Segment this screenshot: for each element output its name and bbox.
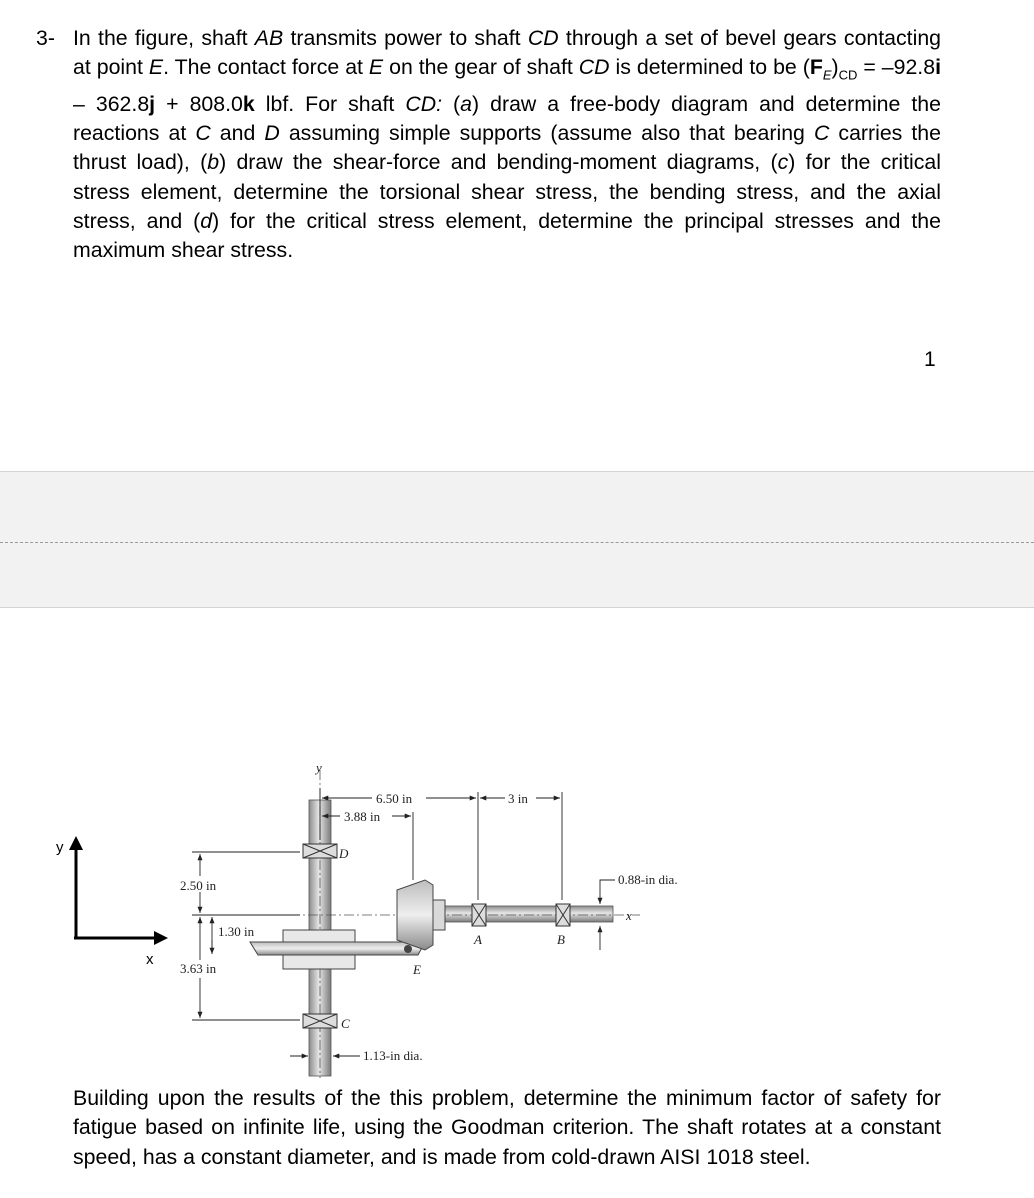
problem-text-segment: k (242, 91, 255, 116)
followup-question: Building upon the results of the this problem, determine the minimum factor of safety for fatigue based on infinite life, using the Goodman criterion. The shaft rotates at a constant speed, has a constant diameter, and is made from cold-drawn AISI 1018 steel. (73, 1086, 941, 1169)
problem-text-segment: transmits power to shaft (283, 26, 528, 50)
problem-text-segment: F (809, 55, 823, 80)
x-axis-label: x (146, 951, 154, 968)
label-x: x (626, 908, 632, 923)
problem-text-segment: = –92.8 (857, 55, 936, 80)
label-3-63-in: 3.63 in (180, 961, 217, 976)
label-y: y (316, 760, 322, 775)
shaft-diagram (0, 740, 720, 1080)
bearing-b (556, 904, 570, 926)
problem-text-segment: CD (838, 67, 858, 83)
problem-text-segment: c (777, 150, 789, 175)
page-number: 1 (924, 348, 936, 371)
y-axis-label: y (56, 839, 64, 856)
x-axis-arrow-icon (154, 931, 168, 945)
problem-number: 3- (36, 26, 55, 50)
label-1-13-in-dia: 1.13-in dia. (363, 1048, 423, 1063)
problem-text-segment: j (149, 91, 156, 116)
problem-text-segment: C (195, 121, 211, 146)
label-1-30-in: 1.30 in (218, 924, 255, 939)
problem-text-segment: CD: (405, 91, 443, 116)
problem-text-segment: C (813, 121, 830, 146)
label-2-50-in: 2.50 in (180, 878, 217, 893)
pinion-gear (397, 880, 445, 953)
problem-text-segment: ) (831, 55, 839, 80)
problem-text-segment: D (264, 121, 280, 146)
label-3-88-in: 3.88 in (344, 809, 381, 824)
bearing-a (472, 904, 486, 926)
problem-text-segment: CD (527, 26, 559, 50)
problem-text-segment: CD (578, 55, 610, 80)
page-break-band (0, 471, 1034, 608)
problem-text-segment: d (200, 209, 213, 234)
label-a: A (474, 932, 482, 947)
problem-text-segment: assuming simple supports (assume also that bearing (279, 121, 814, 146)
problem-text-segment: a (460, 91, 473, 116)
problem-text-segment: ( (442, 91, 461, 116)
label-c: C (341, 1016, 350, 1031)
problem-text-segment: In the figure, shaft (73, 26, 255, 50)
page-break-line (0, 542, 1034, 543)
problem-text-segment: lbf. For shaft (254, 91, 406, 116)
problem-text-segment: ) draw a free-body diagram and determine the reactions at (73, 91, 941, 146)
problem-text-segment: carries the thrust load), ( (73, 121, 941, 175)
shaft-figure (0, 740, 720, 1080)
problem-text (73, 24, 941, 266)
shaft-ab (438, 906, 613, 922)
label-b: B (557, 932, 565, 947)
y-axis-arrow-icon (69, 836, 83, 850)
problem-text-segment: and (210, 121, 265, 146)
problem-text-segment: ) for the critical stress element, determine the principal stresses and the maximum shear stress. (73, 209, 941, 263)
problem-text-segment: on the gear of shaft (383, 55, 579, 80)
label-3-in: 3 in (508, 791, 528, 806)
problem-text-segment: ) for the critical stress element, determine the torsional shear stress, the bending stress, and the axial stress, and ( (73, 150, 941, 234)
problem-text-segment: E (148, 55, 164, 80)
problem-text-segment: AB (254, 26, 284, 50)
label-d: D (339, 846, 349, 861)
label-6-50-in: 6.50 in (376, 791, 413, 806)
problem-text-segment: E (368, 55, 384, 80)
problem-text-segment: i (935, 55, 941, 80)
problem-text-segment: through a set of bevel gears contacting at point (73, 26, 942, 80)
label-0-88-in-dia: 0.88-in dia. (618, 872, 678, 887)
bearing-c (303, 1014, 337, 1028)
problem-text-segment: – 362.8 (73, 91, 150, 116)
problem-text-segment: E (822, 67, 832, 83)
problem-text-segment: is determined to be ( (609, 55, 810, 80)
bearing-d (303, 844, 337, 858)
coordinate-axes (56, 836, 168, 968)
problem-statement (36, 24, 941, 266)
problem-text-segment: ) draw the shear-force and bending-moment diagrams, ( (219, 150, 778, 175)
problem-text-segment: b (207, 150, 220, 175)
label-e: E (413, 962, 421, 977)
problem-text-segment: + 808.0 (155, 91, 243, 116)
problem-text-segment: . The contact force at (163, 55, 369, 80)
